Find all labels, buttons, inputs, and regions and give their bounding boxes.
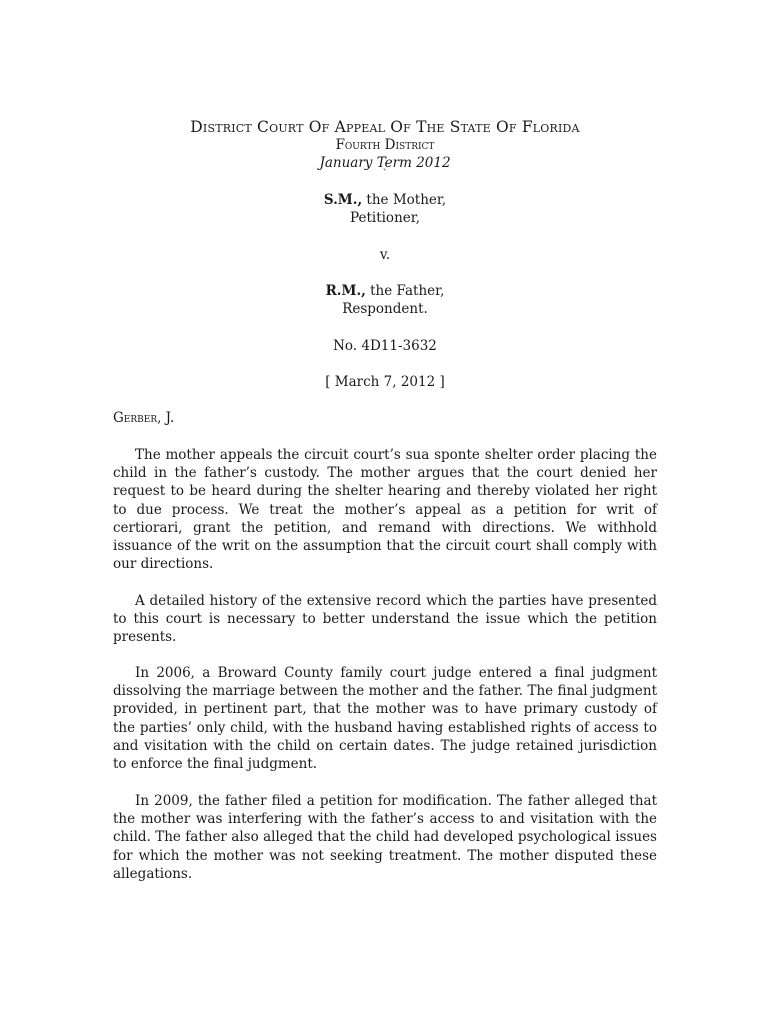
paragraph: In 2009, the father filed a petition for modification. The father alleged that the mother was interfering with the father’s access to and visitation with the child. The father also alleged that the child had developed psychological issues for which the mother was not seeking treatment. The mother disputed these allegations.	[113, 793, 657, 882]
district-name: Fourth District	[335, 137, 435, 153]
judge-line	[113, 410, 174, 426]
respondent-desc: the Father,	[365, 283, 445, 299]
court-title: District Court Of Appeal Of The State Of Florida	[190, 118, 580, 136]
court-term: January Term 2012	[319, 155, 451, 171]
petitioner-desc: the Mother,	[362, 192, 447, 208]
petitioner-role: Petitioner,	[349, 210, 421, 226]
paragraph: A detailed history of the extensive record which the parties have presented to this court is necessary to better understand the issue which the petition presents.	[113, 593, 657, 646]
petitioner-line	[0, 192, 770, 208]
judge-name: Gerber	[113, 410, 158, 426]
stray-mark: `	[382, 169, 388, 180]
petitioner-name: S.M.,	[323, 192, 363, 208]
judge-suffix: , J.	[157, 410, 175, 426]
paragraph: The mother appeals the circuit court’s sua sponte shelter order placing the child in the father’s custody. The mother argues that the court denied her request to be heard during the shelter hearing and thereby violated her right to due process. We treat the mother’s appeal as a petition for writ of certiorari, grant the petition, and remand with directions. We withhold issuance of the writ on the assumption that the circuit court shall comply with our directions.	[113, 447, 657, 573]
respondent-line	[0, 283, 770, 299]
case-number: No. 4D11-3632	[333, 338, 437, 354]
decision-date: [ March 7, 2012 ]	[325, 374, 445, 390]
respondent-name: R.M.,	[325, 283, 366, 299]
respondent-role: Respondent.	[342, 301, 428, 317]
versus: v.	[379, 247, 391, 263]
paragraph: In 2006, a Broward County family court judge entered a final judgment dissolving the marriage between the mother and the father. The final judgment provided, in pertinent part, that the mother was to have primary custody of the parties’ only child, with the husband having established rights of access to and visitation with the child on certain dates. The judge retained jurisdiction to enforce the final judgment.	[113, 665, 657, 773]
